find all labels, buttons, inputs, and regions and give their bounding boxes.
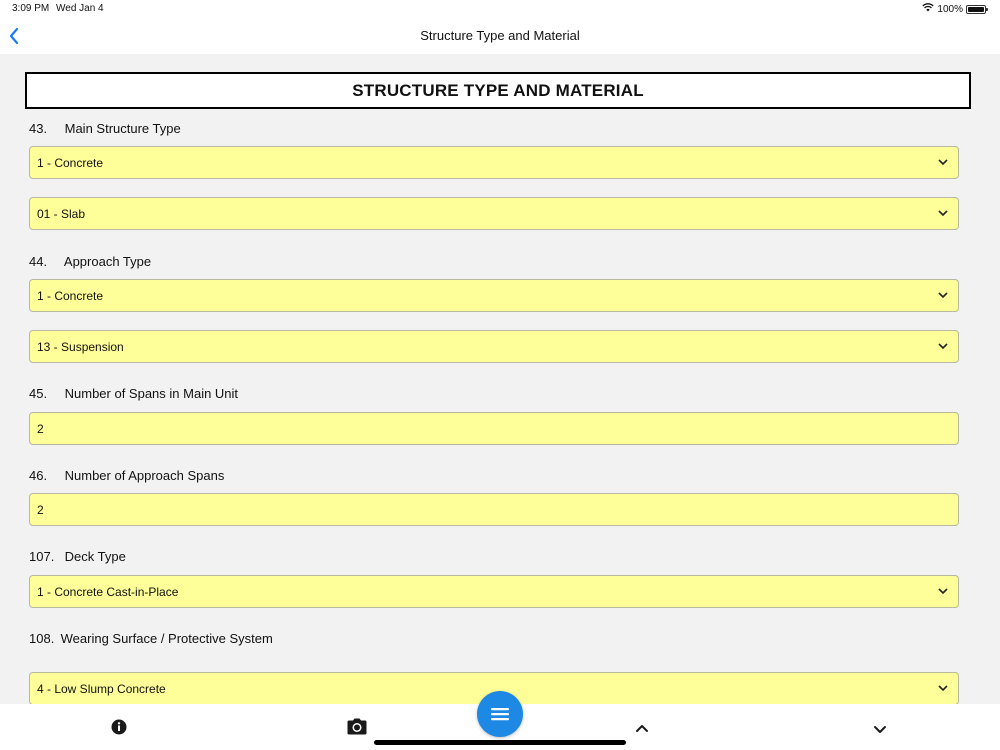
chevron-down-icon xyxy=(938,209,948,217)
label-q44 xyxy=(29,254,151,269)
label-q44-text: Approach Type xyxy=(63,254,152,269)
label-q43 xyxy=(29,121,181,136)
input-value: 2 xyxy=(37,421,44,436)
camera-icon xyxy=(347,718,367,735)
label-q107-number: 107. xyxy=(29,549,55,564)
label-q45 xyxy=(29,386,238,401)
label-q45-text: Number of Spans in Main Unit xyxy=(64,386,239,401)
deck-type-select[interactable] xyxy=(29,575,959,608)
label-q44-number: 44. xyxy=(29,254,48,269)
main-spans-input[interactable] xyxy=(29,412,959,445)
wifi-icon xyxy=(922,3,934,15)
nav-bar xyxy=(0,18,1000,54)
form-content[interactable] xyxy=(0,54,1000,704)
label-q46-text: Number of Approach Spans xyxy=(64,468,225,483)
select-value: 13 - Suspension xyxy=(37,339,124,354)
select-value: 1 - Concrete xyxy=(37,288,104,303)
approach-design-select[interactable] xyxy=(29,330,959,363)
label-q108-text: Wearing Surface / Protective System xyxy=(60,631,273,646)
status-time: 3:09 PM xyxy=(12,3,50,14)
info-button[interactable] xyxy=(111,719,127,740)
chevron-down-icon xyxy=(938,587,948,595)
select-value: 1 - Concrete Cast-in-Place xyxy=(37,584,179,599)
chevron-down-icon xyxy=(938,684,948,692)
page-title: Structure Type and Material xyxy=(420,28,580,43)
select-value: 1 - Concrete xyxy=(37,155,104,170)
select-value: 4 - Low Slump Concrete xyxy=(37,681,166,696)
battery-icon xyxy=(966,5,986,14)
scroll-down-button[interactable] xyxy=(873,722,887,740)
home-indicator[interactable] xyxy=(374,740,626,745)
menu-icon xyxy=(490,706,510,722)
chevron-down-icon xyxy=(938,342,948,350)
label-q43-number: 43. xyxy=(29,121,48,136)
info-icon xyxy=(111,719,127,735)
main-structure-design-select[interactable] xyxy=(29,197,959,230)
input-value: 2 xyxy=(37,502,44,517)
label-q45-number: 45. xyxy=(29,386,48,401)
status-right xyxy=(922,3,986,15)
battery-percent: 100% xyxy=(937,3,963,15)
status-bar xyxy=(0,0,1000,18)
chevron-down-icon xyxy=(938,291,948,299)
label-q43-text: Main Structure Type xyxy=(64,121,181,136)
menu-button[interactable] xyxy=(477,691,523,737)
approach-spans-input[interactable] xyxy=(29,493,959,526)
chevron-down-icon xyxy=(938,158,948,166)
label-q108 xyxy=(29,631,273,646)
chevron-up-icon xyxy=(635,723,649,733)
label-q46 xyxy=(29,468,224,483)
scroll-up-button[interactable] xyxy=(635,720,649,738)
label-q108-number: 108. xyxy=(29,631,55,646)
status-date: Wed Jan 4 xyxy=(56,3,104,14)
camera-button[interactable] xyxy=(347,718,367,740)
label-q46-number: 46. xyxy=(29,468,48,483)
label-q107 xyxy=(29,549,126,564)
label-q107-text: Deck Type xyxy=(64,549,126,564)
select-value: 01 - Slab xyxy=(37,206,86,221)
section-header: STRUCTURE TYPE AND MATERIAL xyxy=(25,72,971,109)
main-structure-material-select[interactable] xyxy=(29,146,959,179)
chevron-down-icon xyxy=(873,725,887,735)
approach-material-select[interactable] xyxy=(29,279,959,312)
